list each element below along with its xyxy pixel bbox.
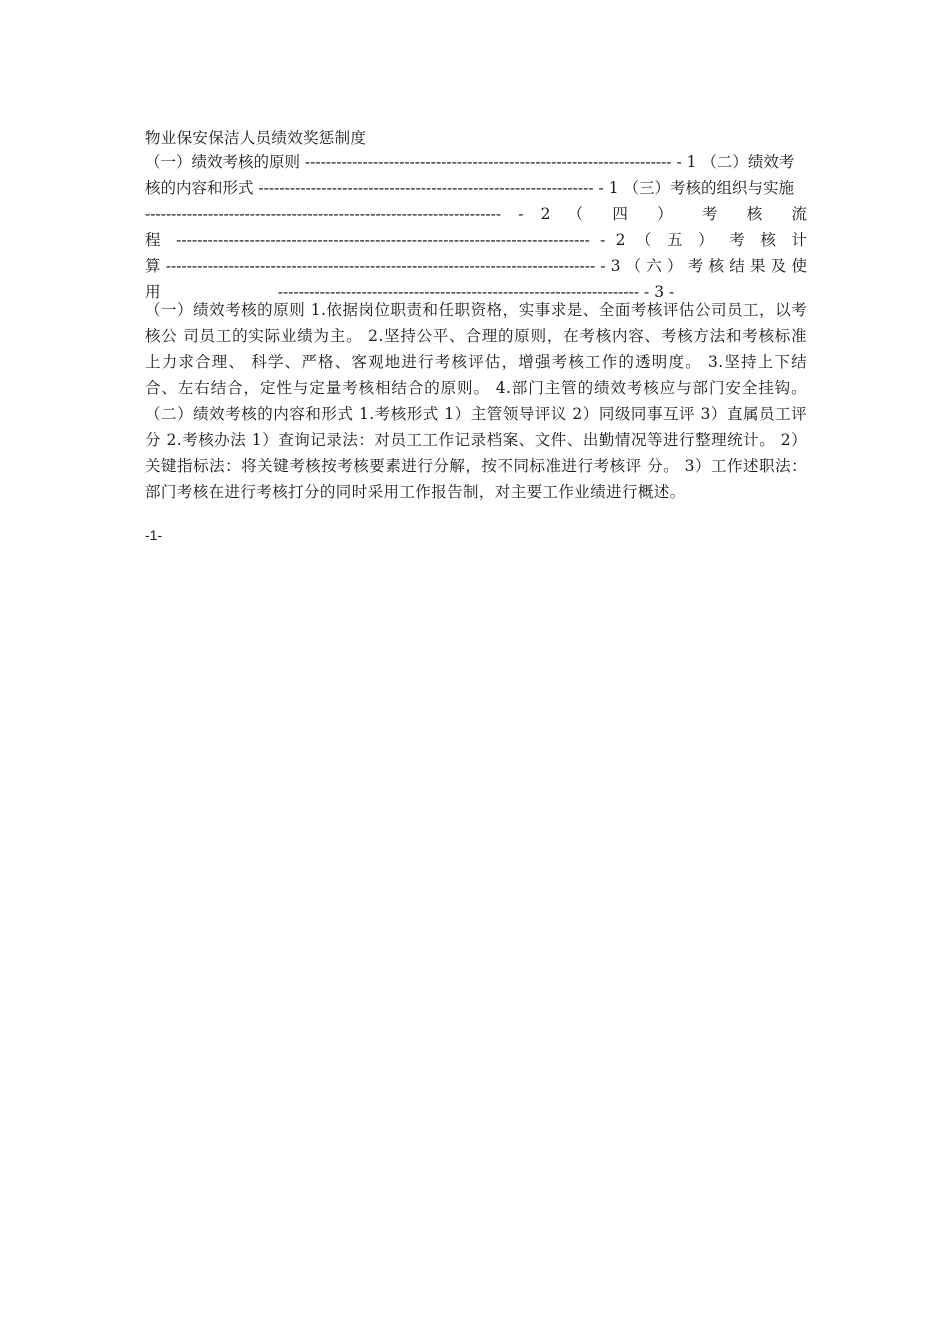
toc-line: 算 ---------------------------------------------------------------------------------- - 3 （ 六 ） 考 核 结 果 及 使 用 — [145, 257, 807, 301]
page-number: -1- — [145, 527, 163, 543]
table-of-contents — [145, 149, 807, 305]
toc-line: 核的内容和形式 ---------------------------------------------------------------- - 1 （三）考核的组织与实施 — [145, 179, 794, 197]
body-paragraph: （一）绩效考核的原则 1.依据岗位职责和任职资格，实事求是、全面考核评估公司员工，以考核公 司员工的实际业绩为主。 2.坚持公平、合理的原则，在考核内容、考核方法和考核标准上力求合理、 科学、严格、客观地进行考核评估，增强考核工作的透明度。 3.坚持上下结合、左右结合，定性与定量考核相结合的原则。 4.部门主管的绩效考核应与部门安全挂钩。 （二）绩效考核的内容和形式 1.考核形式 1）主管领导评议 2）同级同事互评 3）直属员工评分 2.考核办法 1）查询记录法：对员工工作记录档案、文件、出勤情况等进行整理统计。 2）关键指标法：将关键考核按考核要素进行分解，按不同标准进行考核评 分。 3）工作述职法：部门考核在进行考核打分的同时采用工作报告制，对主要工作业绩进行概述。 — [145, 301, 807, 501]
toc-line: --------------------------------------------------------------------- - 3 - — [277, 283, 675, 301]
toc-line: （一）绩效考核的原则 ---------------------------------------------------------------------- - 1 （二）绩效考 — [145, 153, 795, 171]
document-title: 物业保安保洁人员绩效奖惩制度 — [145, 129, 367, 147]
toc-line: 程 ------------------------------------------------------------------------------- - 2 （ 五 ） 考 核 计 — [145, 231, 807, 249]
toc-line: -------------------------------------------------------------------- - 2 （ 四 ） 考 核 流 — [145, 205, 807, 223]
